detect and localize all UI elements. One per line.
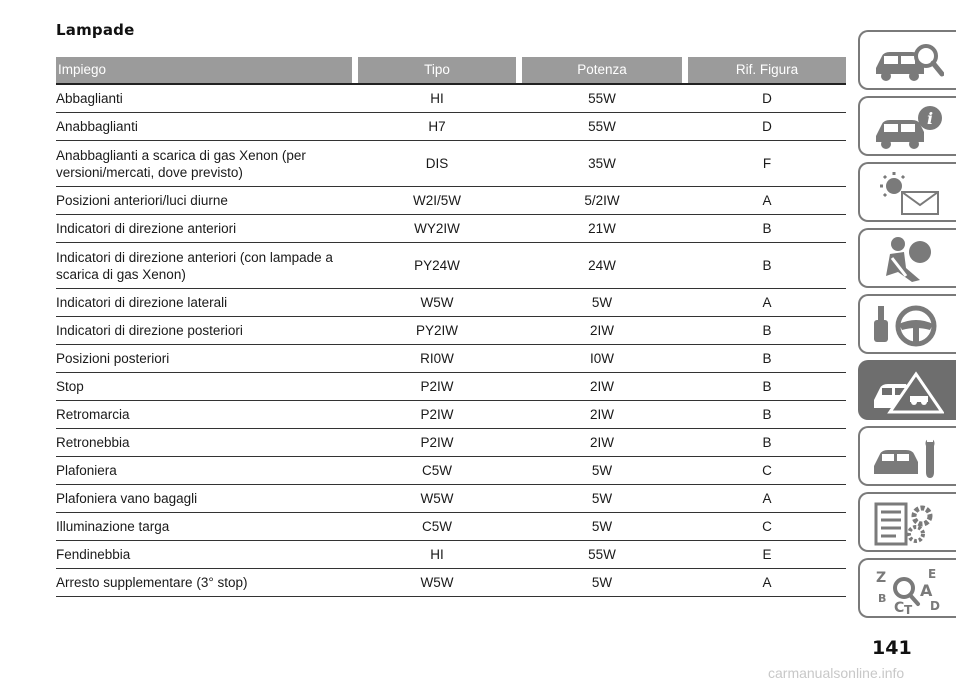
cell-tipo: W5W	[420, 295, 454, 310]
cell-impiego: Anabbaglianti	[56, 119, 138, 134]
svg-text:A: A	[920, 581, 933, 600]
cell-impiego: Stop	[56, 379, 84, 394]
cell-potenza: 24W	[588, 258, 616, 273]
table-row	[56, 513, 846, 541]
car-emergency-icon	[872, 368, 944, 416]
section-title: Lampade	[56, 21, 135, 39]
cell-tipo: C5W	[422, 519, 452, 534]
svg-text:T: T	[904, 603, 913, 614]
table-row	[56, 243, 846, 289]
cell-rif-figura: B	[762, 407, 772, 422]
cell-rif-figura: B	[762, 379, 772, 394]
tab-car-maintenance[interactable]	[858, 426, 956, 486]
cell-impiego: Abbaglianti	[56, 91, 123, 106]
cell-potenza: 5W	[591, 519, 613, 534]
cell-tipo: W5W	[420, 575, 454, 590]
car-maintenance-icon	[872, 434, 944, 482]
cell-rif-figura: C	[762, 519, 772, 534]
car-info-icon	[872, 104, 944, 152]
cell-rif-figura: D	[762, 119, 772, 134]
warning-lights-icon	[872, 170, 944, 218]
cell-tipo: DIS	[425, 156, 449, 171]
header-impiego: Impiego	[56, 57, 352, 83]
cell-tipo: P2IW	[420, 379, 454, 394]
alphabetical-index-icon	[872, 566, 944, 614]
cell-rif-figura: B	[762, 221, 772, 236]
svg-text:i: i	[927, 109, 934, 128]
table-row	[56, 429, 846, 457]
cell-tipo: HI	[430, 547, 444, 562]
svg-text:C: C	[894, 600, 905, 614]
table-row	[56, 457, 846, 485]
cell-potenza: 35W	[588, 156, 616, 171]
table-row	[56, 485, 846, 513]
cell-potenza: 5W	[591, 463, 613, 478]
cell-tipo: W2I/5W	[412, 193, 461, 208]
cell-potenza: 55W	[588, 91, 616, 106]
cell-tipo: WY2IW	[414, 221, 460, 236]
cell-potenza: 21W	[588, 221, 616, 236]
passenger-airbag-icon	[872, 236, 944, 284]
tab-warning-lights[interactable]	[858, 162, 956, 222]
cell-tipo: PY2IW	[415, 323, 458, 338]
tab-steering-wheel[interactable]	[858, 294, 956, 354]
cell-tipo: PY24W	[414, 258, 460, 273]
page-number: 141	[872, 637, 912, 659]
watermark: carmanualsonline.info	[768, 665, 905, 681]
cell-rif-figura: C	[762, 463, 772, 478]
cell-impiego: Posizioni posteriori	[56, 351, 170, 366]
cell-impiego: Arresto supplementare (3° stop)	[56, 575, 248, 590]
tab-car-emergency[interactable]	[858, 360, 956, 420]
cell-potenza: I0W	[589, 351, 614, 366]
cell-impiego: Indicatori di direzione anteriori	[56, 221, 237, 236]
cell-potenza: 55W	[588, 119, 616, 134]
cell-rif-figura: E	[762, 547, 772, 562]
tab-passenger-airbag[interactable]	[858, 228, 956, 288]
cell-potenza: 2IW	[589, 435, 614, 450]
table-row	[56, 345, 846, 373]
table-row	[56, 289, 846, 317]
svg-text:D: D	[930, 599, 940, 613]
cell-potenza: 2IW	[589, 323, 614, 338]
tab-car-info[interactable]	[858, 96, 956, 156]
cell-potenza: 5/2IW	[584, 193, 620, 208]
table-row	[56, 141, 846, 187]
table-row	[56, 187, 846, 215]
tab-technical-data[interactable]	[858, 492, 956, 552]
cell-potenza: 2IW	[589, 407, 614, 422]
table-row	[56, 541, 846, 569]
table-body	[56, 85, 846, 597]
cell-impiego: Anabbaglianti a scarica di gas Xenon (per versioni/mercati, dove previsto)	[56, 147, 306, 180]
cell-impiego: Retronebbia	[56, 435, 130, 450]
svg-text:Z: Z	[876, 570, 887, 586]
cell-tipo: H7	[428, 119, 446, 134]
table-row	[56, 113, 846, 141]
technical-data-icon	[872, 500, 944, 548]
car-search-icon	[872, 38, 944, 86]
cell-tipo: W5W	[420, 491, 454, 506]
cell-impiego: Plafoniera	[56, 463, 117, 478]
cell-tipo: HI	[430, 91, 444, 106]
cell-potenza: 5W	[591, 575, 613, 590]
cell-potenza: 2IW	[589, 379, 614, 394]
cell-impiego: Fendinebbia	[56, 547, 131, 562]
cell-impiego: Illuminazione targa	[56, 519, 170, 534]
table-header	[56, 57, 846, 85]
cell-rif-figura: A	[762, 491, 772, 506]
cell-impiego: Plafoniera vano bagagli	[56, 491, 198, 506]
table-row	[56, 215, 846, 243]
table-row	[56, 401, 846, 429]
cell-impiego: Indicatori di direzione posteriori	[56, 323, 243, 338]
cell-potenza: 5W	[591, 295, 613, 310]
cell-tipo: P2IW	[420, 407, 454, 422]
svg-text:E: E	[928, 567, 937, 581]
cell-rif-figura: F	[762, 156, 772, 171]
cell-tipo: P2IW	[420, 435, 454, 450]
table-row	[56, 85, 846, 113]
table-row	[56, 569, 846, 597]
header-potenza: Potenza	[522, 57, 682, 83]
cell-rif-figura: A	[762, 193, 772, 208]
table-row	[56, 317, 846, 345]
cell-impiego: Posizioni anteriori/luci diurne	[56, 193, 228, 208]
cell-rif-figura: A	[762, 295, 772, 310]
cell-potenza: 55W	[588, 547, 616, 562]
cell-rif-figura: D	[762, 91, 772, 106]
steering-wheel-icon	[872, 302, 944, 350]
cell-rif-figura: A	[762, 575, 772, 590]
tab-car-search[interactable]	[858, 30, 956, 90]
cell-rif-figura: B	[762, 323, 772, 338]
svg-text:B: B	[878, 592, 887, 605]
cell-impiego: Retromarcia	[56, 407, 130, 422]
cell-potenza: 5W	[591, 491, 613, 506]
cell-tipo: C5W	[422, 463, 452, 478]
header-tipo: Tipo	[358, 57, 516, 83]
cell-rif-figura: B	[762, 351, 772, 366]
cell-tipo: RI0W	[420, 351, 454, 366]
tab-alphabetical-index[interactable]	[858, 558, 956, 618]
cell-rif-figura: B	[762, 435, 772, 450]
table-row	[56, 373, 846, 401]
cell-impiego: Indicatori di direzione anteriori (con lampade a scarica di gas Xenon)	[56, 249, 333, 282]
cell-impiego: Indicatori di direzione laterali	[56, 295, 228, 310]
header-rif-figura: Rif. Figura	[688, 57, 846, 83]
cell-rif-figura: B	[762, 258, 772, 273]
